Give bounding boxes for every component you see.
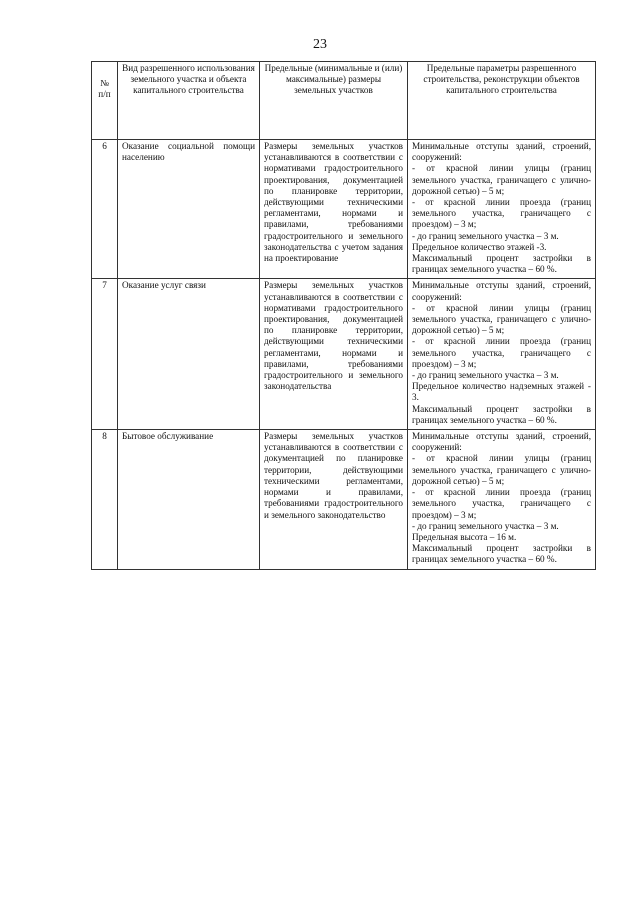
param-line: - от красной линии улицы (границ земельного участка, граничащего с улично-дорожной сетью) – 5 м; bbox=[412, 302, 591, 336]
param-line: Максимальный процент застройки в границах земельного участка – 60 %. bbox=[412, 253, 591, 275]
row-plot-sizes: Размеры земельных участков устанавливаются в соответствии с документацией по планировке территории, действующими техническими регламентами, нормами и правилами, требованиями градостроительного и земельного законодательство bbox=[260, 430, 408, 569]
param-line: - от красной линии проезда (границ земельного участка, граничащего с проездом) – 3 м; bbox=[412, 487, 591, 520]
param-line: Предельное количество надземных этажей - 3. bbox=[412, 381, 591, 403]
param-line: - до границ земельного участка – 3 м. bbox=[412, 520, 559, 531]
header-build-params: Предельные параметры разрешенного строительства, реконструкции объектов капитального строительства bbox=[408, 62, 596, 140]
row-plot-sizes: Размеры земельных участков устанавливаются в соответствии с нормативами градостроительного проектирования, документацией по планировке территории, действующими техническими регламентами, нормами и правилами, требованиями градостроительного и земельного законодательства bbox=[260, 279, 408, 430]
table-row bbox=[92, 279, 596, 430]
table-row bbox=[92, 140, 596, 279]
param-line: Минимальные отступы зданий, строений, сооружений: bbox=[412, 431, 591, 453]
param-line: Максимальный процент застройки в границах земельного участка – 60 %. bbox=[412, 403, 591, 425]
param-line: Предельное количество этажей -3. bbox=[412, 241, 547, 252]
table-row bbox=[92, 430, 596, 569]
row-build-params bbox=[408, 430, 596, 569]
land-use-table bbox=[91, 61, 596, 570]
row-use-type: Бытовое обслуживание bbox=[118, 430, 260, 569]
header-number: № п/п bbox=[92, 62, 118, 140]
param-line: - от красной линии проезда (границ земельного участка, граничащего с проездом) – 3 м; bbox=[412, 197, 591, 230]
row-plot-sizes: Размеры земельных участков устанавливаются в соответствии с нормативами градостроительного проектирования, документацией по планировке территории, действующими техническими регламентами, нормами и правилами, требованиями градостроительного и земельного законодательства с учетом задания на проектирование bbox=[260, 140, 408, 279]
page-number: 23 bbox=[313, 37, 327, 52]
param-line: - от красной линии проезда (границ земельного участка, граничащего с проездом) – 3 м; bbox=[412, 336, 591, 369]
row-use-type: Оказание социальной помощи населению bbox=[118, 140, 260, 279]
row-build-params bbox=[408, 279, 596, 430]
param-line: - до границ земельного участка – 3 м. bbox=[412, 370, 559, 381]
row-number: 8 bbox=[92, 430, 118, 569]
param-line: - от красной линии улицы (границ земельного участка, граничащего с улично-дорожной сетью) – 5 м; bbox=[412, 163, 591, 196]
row-use-type: Оказание услуг связи bbox=[118, 279, 260, 430]
row-number: 6 bbox=[92, 140, 118, 279]
param-line: - от красной линии улицы (границ земельного участка, граничащего с улично-дорожной сетью) – 5 м; bbox=[412, 453, 591, 486]
row-number: 7 bbox=[92, 279, 118, 430]
row-build-params bbox=[408, 140, 596, 279]
param-line: Максимальный процент застройки в границах земельного участка – 60 %. bbox=[412, 543, 591, 565]
param-line: Минимальные отступы зданий, строений, сооружений: bbox=[412, 141, 591, 163]
param-line: Минимальные отступы зданий, строений, сооружений: bbox=[412, 280, 591, 302]
header-use-type: Вид разрешенного использования земельного участка и объекта капитального строительства bbox=[118, 62, 260, 140]
param-line: Предельная высота – 16 м. bbox=[412, 531, 517, 542]
header-plot-sizes: Предельные (минимальные и (или) максимальные) размеры земельных участков bbox=[260, 62, 408, 140]
param-line: - до границ земельного участка – 3 м. bbox=[412, 230, 559, 241]
table-header-row bbox=[92, 62, 596, 140]
